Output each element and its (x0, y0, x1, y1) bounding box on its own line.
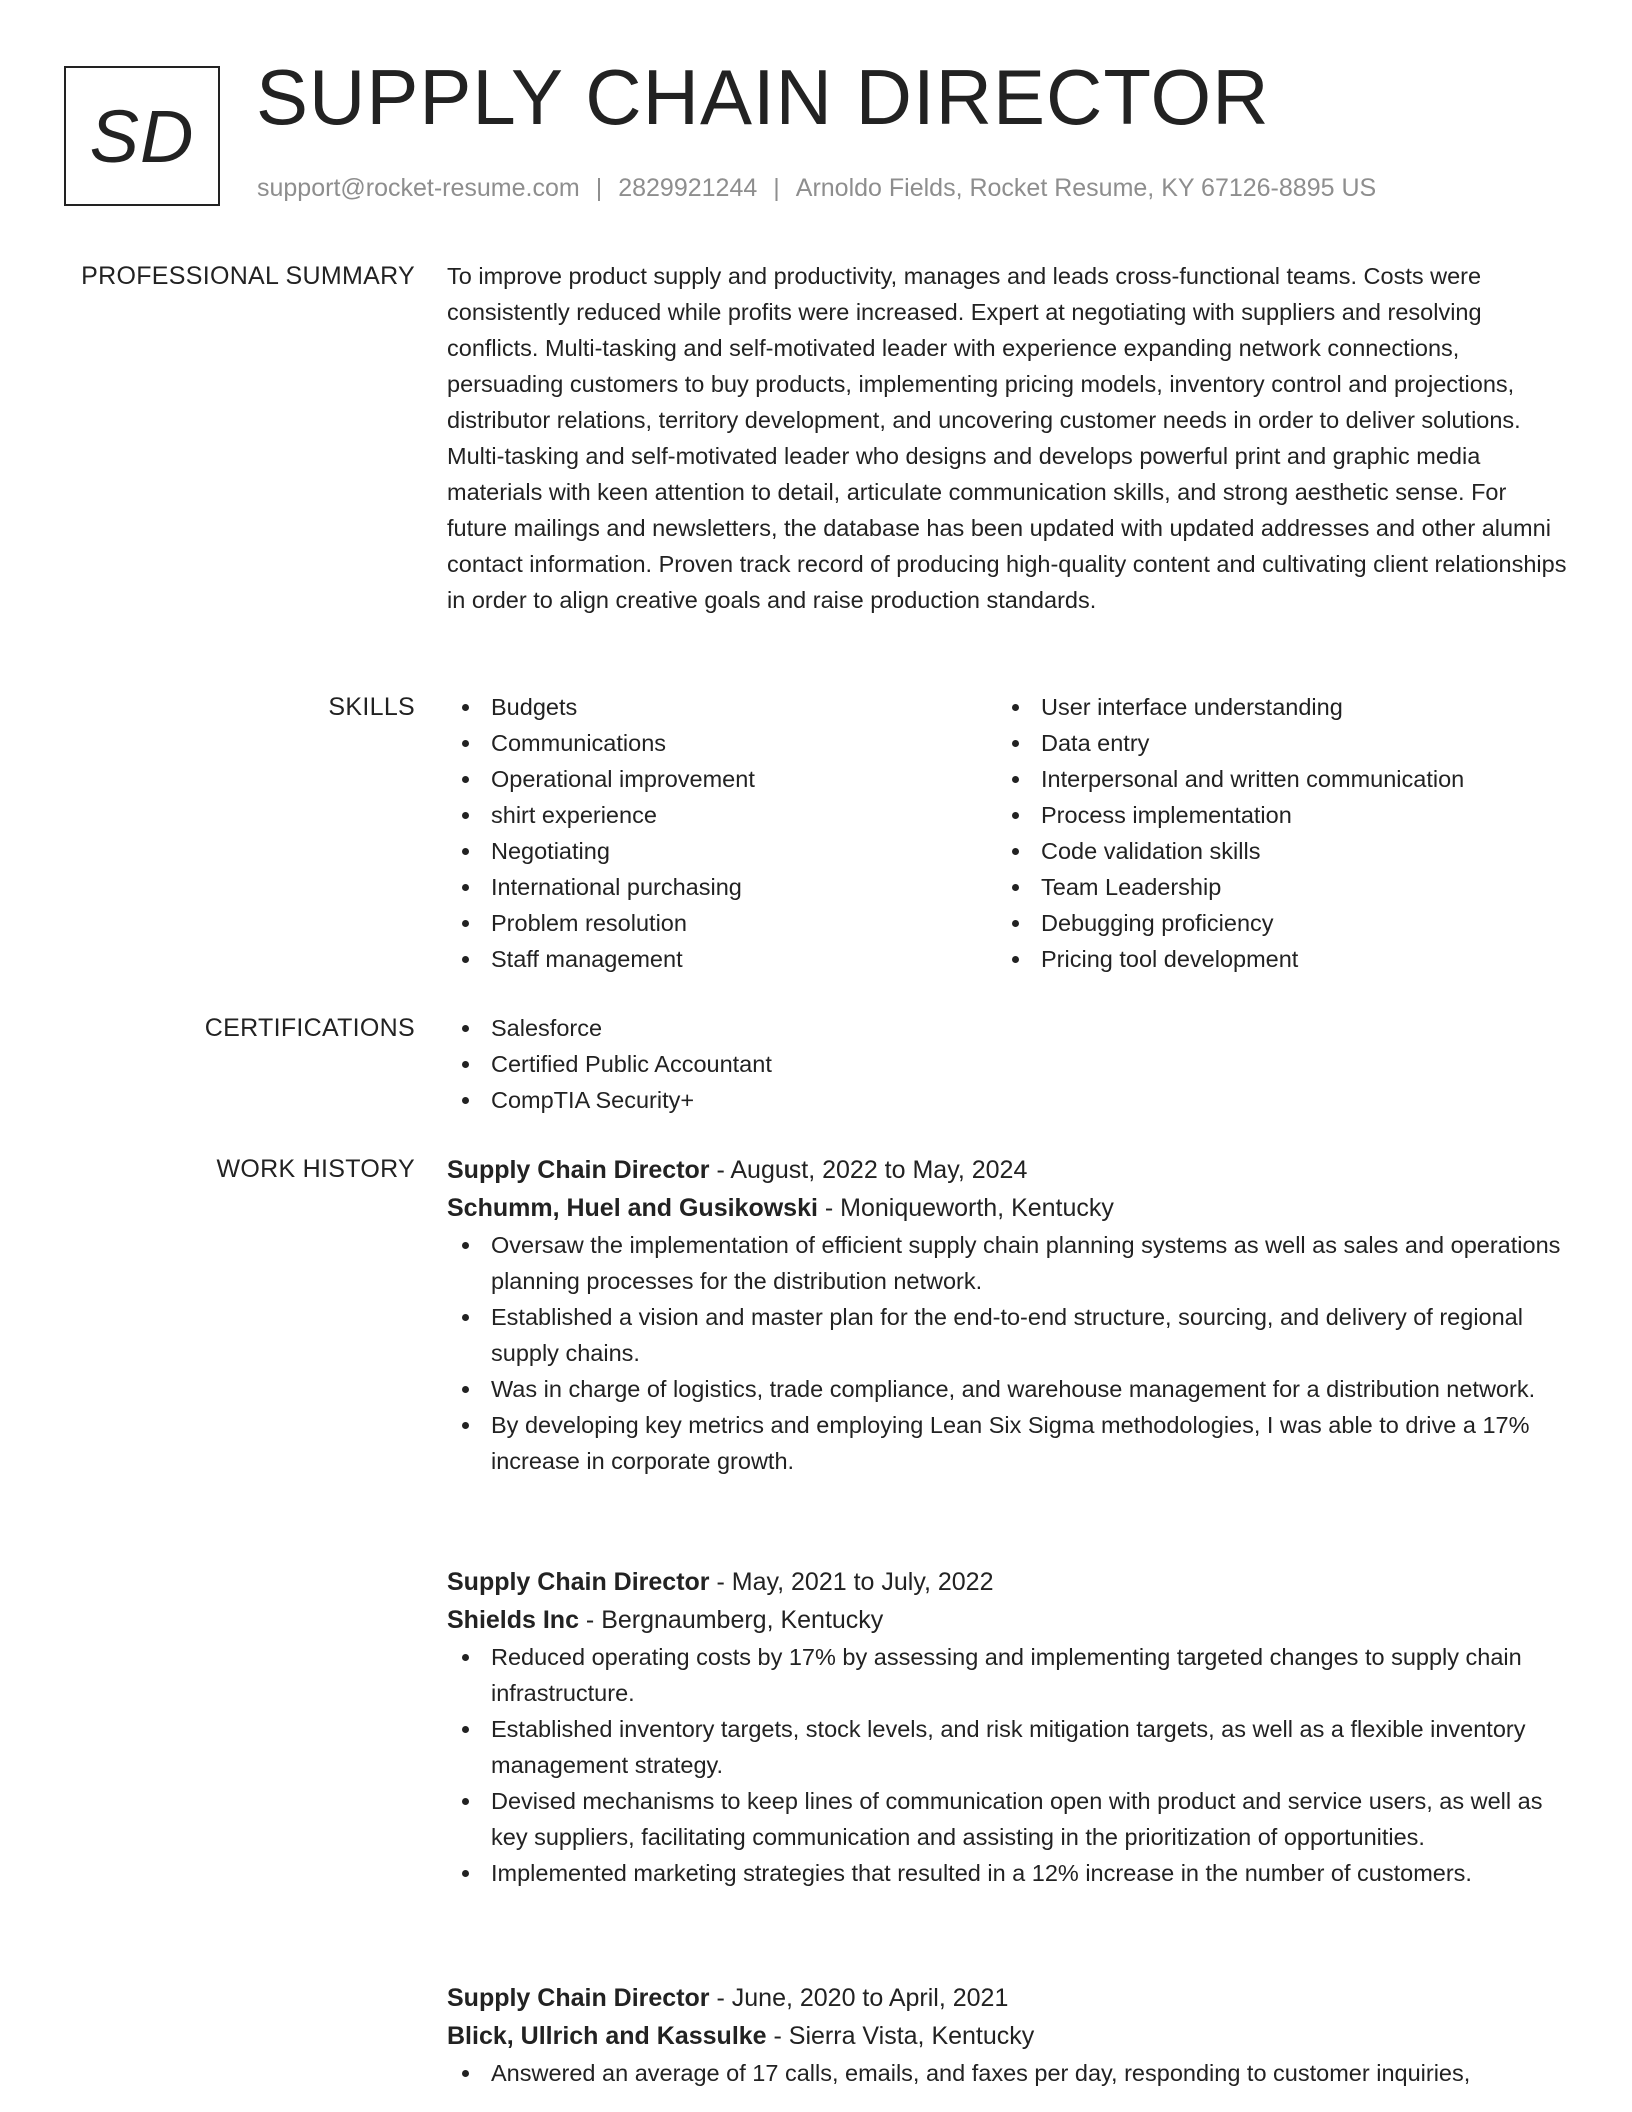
skills-list-left (447, 689, 997, 977)
skill-item: Problem resolution (447, 905, 997, 941)
skill-item: Team Leadership (997, 869, 1547, 905)
job-bullet: Implemented marketing strategies that resulted in a 12% increase in the number of customers. (447, 1855, 1567, 1891)
job-bullets (447, 2055, 1567, 2091)
skill-item: Communications (447, 725, 997, 761)
skill-item: Negotiating (447, 833, 997, 869)
certifications-list (447, 1010, 1567, 1118)
job-title: Supply Chain Director (447, 1156, 710, 1184)
contact-separator: | (773, 174, 780, 202)
skill-item: Code validation skills (997, 833, 1547, 869)
job-title-line (447, 1151, 1567, 1189)
job-company-line (447, 1601, 1567, 1639)
job-company-line (447, 1189, 1567, 1227)
skill-item: Process implementation (997, 797, 1547, 833)
skill-item: User interface understanding (997, 689, 1547, 725)
section-label-summary: PROFESSIONAL SUMMARY (81, 262, 415, 290)
certification-item: CompTIA Security+ (447, 1082, 1567, 1118)
job-title-line (447, 1563, 1567, 1601)
job-title: Supply Chain Director (447, 1984, 710, 2012)
job-location: - Moniqueworth, Kentucky (817, 1194, 1114, 1222)
monogram-box (64, 66, 220, 206)
certification-item: Salesforce (447, 1010, 1567, 1046)
certification-item: Certified Public Accountant (447, 1046, 1567, 1082)
job-title: Supply Chain Director (447, 1568, 710, 1596)
contact-address: Arnoldo Fields, Rocket Resume, KY 67126-8895 US (795, 174, 1377, 202)
job-company: Shields Inc (447, 1606, 579, 1634)
job-dates: - May, 2021 to July, 2022 (709, 1568, 994, 1596)
skill-item: International purchasing (447, 869, 997, 905)
job-entry (447, 1151, 1567, 1479)
skill-item: Data entry (997, 725, 1547, 761)
job-bullet: Devised mechanisms to keep lines of communication open with product and service users, as well as key suppliers, facilitating communication and assisting in the prioritization of opportunities. (447, 1783, 1567, 1855)
job-title-line (447, 1979, 1567, 2017)
skill-item: Pricing tool development (997, 941, 1547, 977)
job-bullet: Oversaw the implementation of efficient supply chain planning systems as well as sales and operations planning processes for the distribution network. (447, 1227, 1567, 1299)
section-label-skills: SKILLS (328, 693, 415, 721)
job-bullet: Reduced operating costs by 17% by assessing and implementing targeted changes to supply chain infrastructure. (447, 1639, 1567, 1711)
summary-text: To improve product supply and productivity, manages and leads cross-functional teams. Costs were consistently reduced while profits were increased. Expert at negotiating with suppliers and resolving conflicts. Multi-tasking and self-motivated leader with experience expanding network connections, persuading customers to buy products, implementing pricing models, inventory control and projections, distributor relations, territory development, and uncovering customer needs in order to deliver solutions. Multi-tasking and self-motivated leader who designs and develops powerful print and graphic media materials with keen attention to detail, articulate communication skills, and strong aesthetic sense. For future mailings and newsletters, the database has been updated with updated addresses and other alumni contact information. Proven track record of producing high-quality content and cultivating client relationships in order to align creative goals and raise production standards. (447, 263, 1567, 613)
contact-phone[interactable]: 2829921244 (618, 174, 758, 202)
skill-item: Interpersonal and written communication (997, 761, 1547, 797)
monogram-initials: SD (89, 94, 195, 178)
job-bullets (447, 1639, 1567, 1891)
job-entry (447, 1563, 1567, 1891)
resume-title: SUPPLY CHAIN DIRECTOR (256, 53, 1270, 141)
contact-separator: | (595, 174, 603, 202)
section-label-work-history: WORK HISTORY (216, 1155, 415, 1183)
skill-item: Operational improvement (447, 761, 997, 797)
job-bullets (447, 1227, 1567, 1479)
skills-body (447, 689, 1567, 977)
job-dates: - August, 2022 to May, 2024 (709, 1156, 1028, 1184)
skill-item: Staff management (447, 941, 997, 977)
contact-line (257, 176, 1376, 201)
job-bullet: Answered an average of 17 calls, emails, and faxes per day, responding to customer inquiries, (447, 2055, 1567, 2091)
job-entry (447, 1979, 1567, 2091)
job-bullet: Established a vision and master plan for the end-to-end structure, sourcing, and delivery of regional supply chains. (447, 1299, 1567, 1371)
skills-list-right (997, 689, 1547, 977)
skill-item: Budgets (447, 689, 997, 725)
job-company: Schumm, Huel and Gusikowski (447, 1194, 818, 1222)
contact-email[interactable]: support@rocket-resume.com (257, 174, 580, 202)
certifications-body (447, 1010, 1567, 1118)
job-bullet: By developing key metrics and employing Lean Six Sigma methodologies, I was able to drive a 17% increase in corporate growth. (447, 1407, 1567, 1479)
job-company: Blick, Ullrich and Kassulke (447, 2022, 767, 2050)
job-bullet: Established inventory targets, stock levels, and risk mitigation targets, as well as a flexible inventory management strategy. (447, 1711, 1567, 1783)
section-label-certifications: CERTIFICATIONS (204, 1014, 415, 1042)
job-bullet: Was in charge of logistics, trade compliance, and warehouse management for a distribution network. (447, 1371, 1567, 1407)
skill-item: shirt experience (447, 797, 997, 833)
job-location: - Bergnaumberg, Kentucky (578, 1606, 884, 1634)
skill-item: Debugging proficiency (997, 905, 1547, 941)
job-dates: - June, 2020 to April, 2021 (709, 1984, 1009, 2012)
job-location: - Sierra Vista, Kentucky (766, 2022, 1035, 2050)
job-company-line (447, 2017, 1567, 2055)
